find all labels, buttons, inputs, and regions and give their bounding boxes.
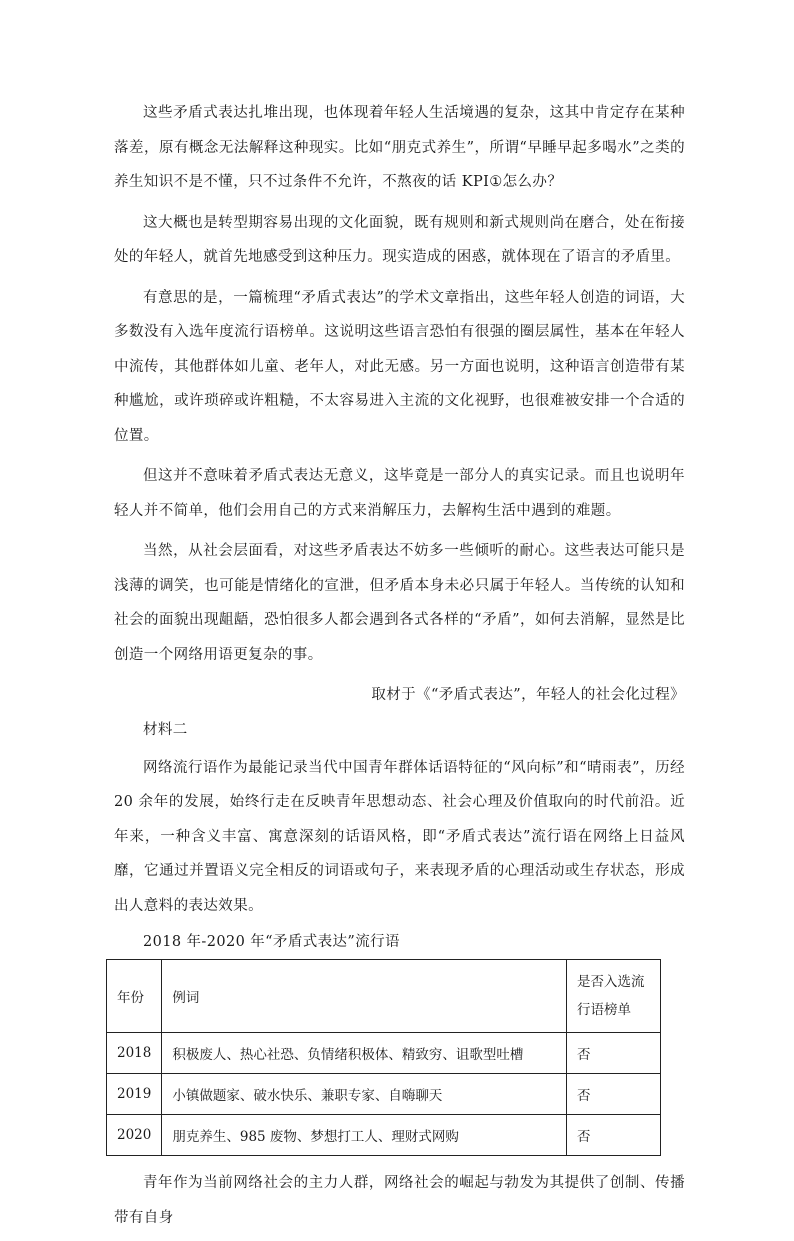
cell-year: 2019: [107, 1074, 162, 1115]
cell-examples: 积极废人、热心社恐、负情绪积极体、精致穷、诅歌型吐槽: [162, 1033, 567, 1074]
paragraph-4: 但这并不意味着矛盾式表达无意义，这毕竟是一部分人的真实记录。而且也说明年轻人并不简单，他们会用自己的方式来消解压力，去解构生活中遇到的难题。: [114, 468, 685, 519]
cell-selected: 否: [567, 1115, 661, 1156]
cell-selected: 否: [567, 1074, 661, 1115]
table-row: [107, 1033, 661, 1074]
table-header-row: [107, 960, 661, 1033]
cell-year: 2018: [107, 1033, 162, 1074]
cell-examples: 小镇做题家、破水快乐、兼职专家、自嗨聊天: [162, 1074, 567, 1115]
paragraph-3: 有意思的是，一篇梳理“矛盾式表达”的学术文章指出，这些年轻人创造的词语，大多数没有入选年度流行语榜单。这说明这些语言恐怕有很强的圈层属性，基本在年轻人中流传，其他群体如儿童、老年人，对此无感。另一方面也说明，这种语言创造带有某种尴尬，或许琐碎或许粗糙，不太容易进入主流的文化视野，也很难被安排一个合适的位置。: [114, 289, 685, 444]
header-year: 年份: [107, 960, 162, 1033]
paragraph-2: 这大概也是转型期容易出现的文化面貌，既有规则和新式规则尚在磨合，处在衔接处的年轻人，就首先地感受到这种压力。现实造成的困惑，就体现在了语言的矛盾里。: [114, 214, 685, 265]
header-examples: 例词: [162, 960, 567, 1033]
table-row: [107, 1074, 661, 1115]
cell-year: 2020: [107, 1115, 162, 1156]
cell-selected: 否: [567, 1033, 661, 1074]
paragraph-5: 当然，从社会层面看，对这些矛盾表达不妨多一些倾听的耐心。这些表达可能只是浅薄的调笑，也可能是情绪化的宣泄，但矛盾本身未必只属于年轻人。当传统的认知和社会的面貌出现龃龉，恐怕很多人都会遇到各式各样的“矛盾”，如何去消解，显然是比创造一个网络用语更复杂的事。: [114, 543, 685, 663]
popular-phrases-table: [106, 959, 661, 1156]
cell-examples: 朋克养生、985 废物、梦想打工人、理财式网购: [162, 1115, 567, 1156]
paragraph-1: 这些矛盾式表达扎堆出现，也体现着年轻人生活境遇的复杂，这其中肯定存在某种落差，原有概念无法解释这种现实。比如“朋克式养生”，所谓“早睡早起多喝水”之类的养生知识不是不懂，只不过条件不允许，不熬夜的话 KPI①怎么办？: [114, 105, 685, 190]
source-citation: 取材于《“矛盾式表达”，年轻人的社会化过程》: [371, 687, 685, 703]
table-row: [107, 1115, 661, 1156]
material-2-heading: 材料二: [143, 721, 188, 738]
document-page: [114, 96, 685, 1241]
header-selected: 是否入选流行语榜单: [567, 960, 661, 1033]
table-caption: 2018 年-2020 年“矛盾式表达”流行语: [143, 934, 400, 950]
material-2-paragraph: 网络流行语作为最能记录当代中国青年群体话语特征的“风向标”和“晴雨表”，历经 20 余年的发展，始终行走在反映青年思想动态、社会心理及价值取向的时代前沿。近年来，一种含义丰富、寓意深刻的话语风格，即“矛盾式表达”流行语在网络上日益风靡，它通过并置语义完全相反的词语或句子，来表现矛盾的心理活动或生存状态，形成出人意料的表达效果。: [114, 759, 685, 914]
trailing-paragraph: 青年作为当前网络社会的主力人群，网络社会的崛起与勃发为其提供了创制、传播带有自身: [114, 1175, 685, 1226]
